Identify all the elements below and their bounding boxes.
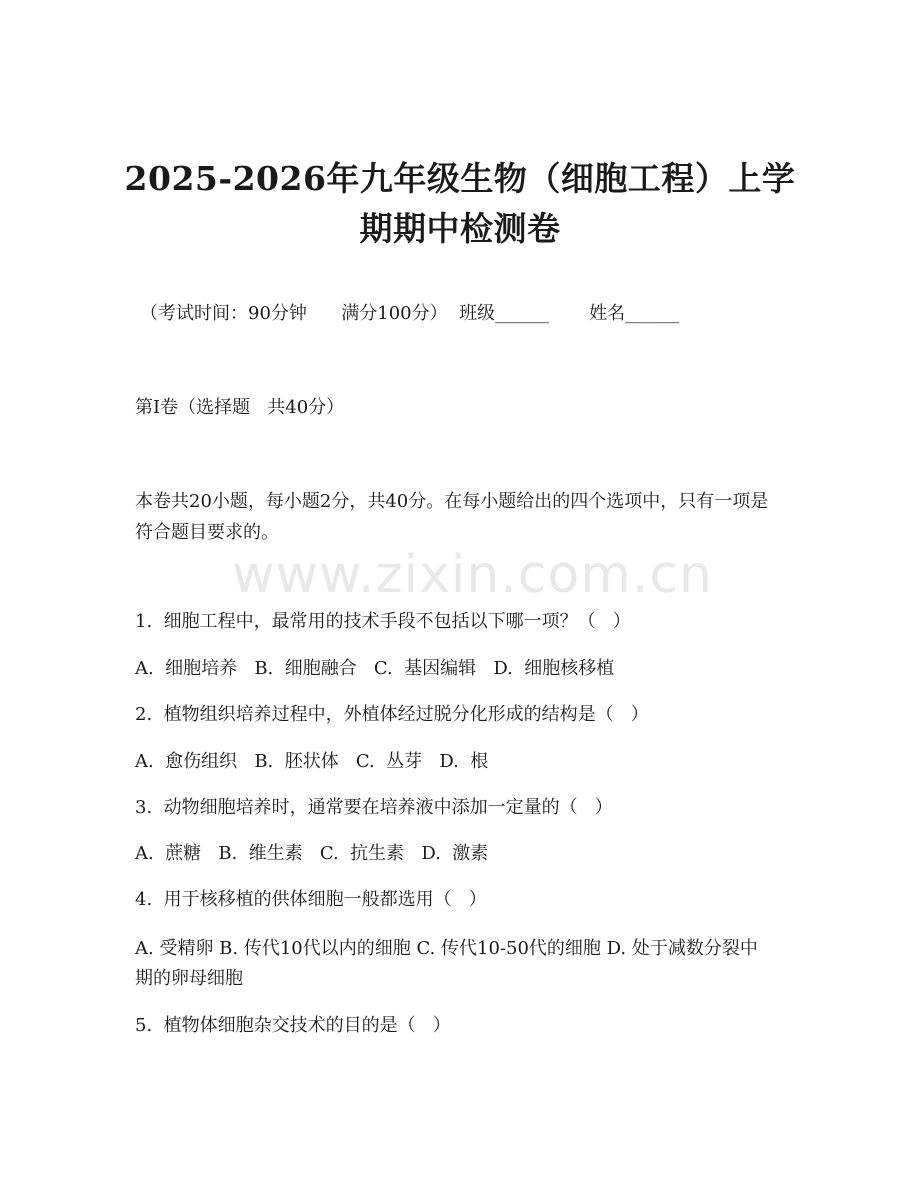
section-intro: 本卷共20小题，每小题2分，共40分。在每小题给出的四个选项中，只有一项是符合题目要求的。	[135, 491, 769, 543]
exam-title-line1: 2025-2026年九年级生物（细胞工程）上学	[124, 159, 796, 198]
question-4-stem: 4. 用于核移植的供体细胞一般都选用（ ）	[135, 889, 487, 910]
section-heading: 第I卷（选择题 共40分）	[135, 397, 345, 418]
question-1-options: A. 细胞培养 B. 细胞融合 C. 基因编辑 D. 细胞核移植	[135, 658, 615, 679]
question-2-options: A. 愈伤组织 B. 胚状体 C. 丛芽 D. 根	[135, 751, 489, 772]
name-field: 姓名______	[589, 303, 680, 324]
exam-score: 满分100分）	[341, 303, 448, 324]
question-4-options: A. 受精卵 B. 传代10代以内的细胞 C. 传代10-50代的细胞 D. 处于减数分裂中期的卵母细胞	[135, 938, 758, 989]
watermark: www.zixin.com.cn	[232, 545, 713, 605]
question-5-stem: 5. 植物体细胞杂交技术的目的是（ ）	[135, 1015, 451, 1036]
question-3-stem: 3. 动物细胞培养时，通常要在培养液中添加一定量的（ ）	[135, 797, 613, 818]
exam-time: （考试时间：90分钟	[140, 303, 307, 324]
exam-title-line2: 期期中检测卷	[359, 209, 561, 248]
question-3-options: A. 蔗糖 B. 维生素 C. 抗生素 D. 激素	[135, 843, 489, 864]
question-1-stem: 1. 细胞工程中，最常用的技术手段不包括以下哪一项？（ ）	[135, 611, 631, 632]
exam-info-row	[140, 300, 679, 328]
question-2-stem: 2. 植物组织培养过程中，外植体经过脱分化形成的结构是（ ）	[135, 704, 649, 725]
class-field: 班级______	[459, 303, 550, 324]
